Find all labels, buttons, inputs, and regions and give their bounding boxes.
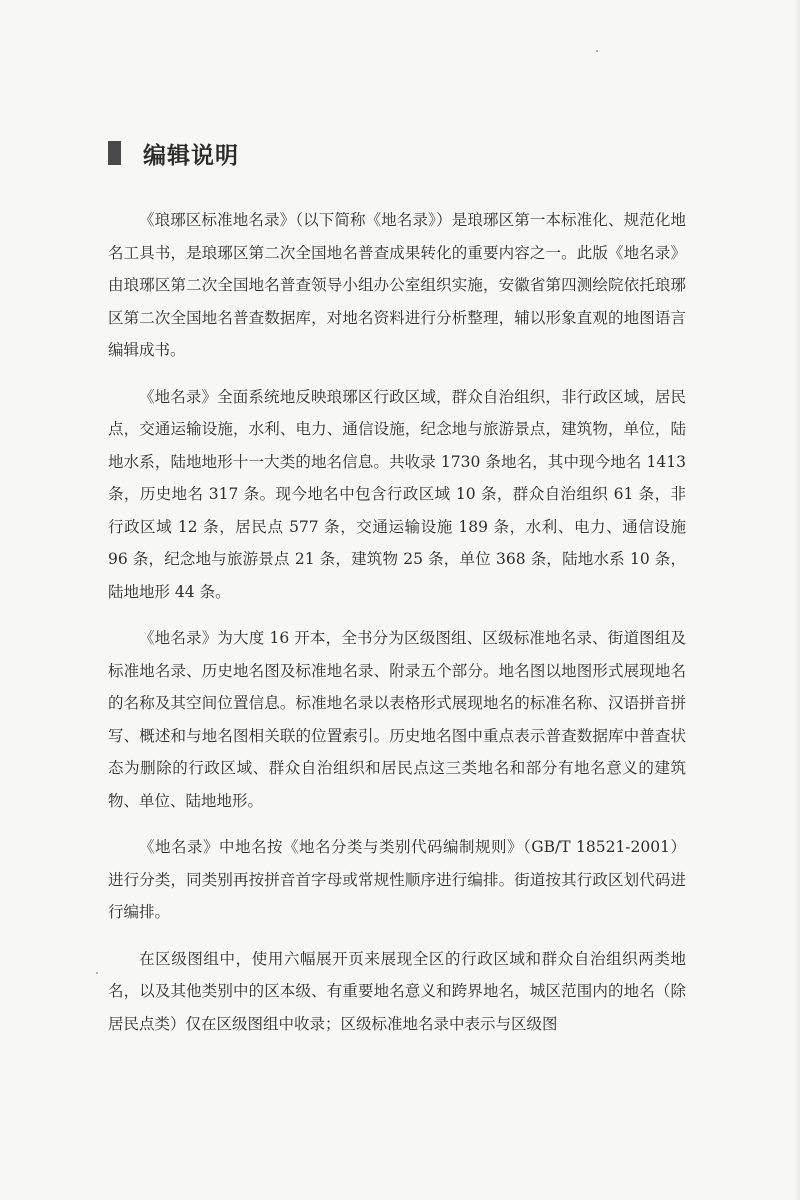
page-edge-shadow <box>794 0 800 1200</box>
scan-speck <box>596 50 598 52</box>
paragraph-district-maps: 在区级图组中，使用六幅展开页来展现全区的行政区域和群众自治组织两类地名，以及其他类别中的区本级、有重要地名意义和跨界地名，城区范围内的地名（除居民点类）仅在区级图组中收录；区级标准地名录中表示与区级图 <box>108 949 686 1033</box>
paragraph-book-structure: 《地名录》为大度 16 开本，全书分为区级图组、区级标准地名录、街道图组及标准地名录、历史地名图及标准地名录、附录五个部分。地名图以地图形式展现地名的名称及其空间位置信息。标准地名录以表格形式展现地名的标准名称、汉语拼音拼写、概述和与地名图相关联的位置索引。历史地名图中重点表示普查数据库中普查状态为删除的行政区域、群众自治组织和居民点这三类地名和部分有地名意义的建筑物、单位、陆地地形。 <box>108 629 686 810</box>
heading-marker-icon <box>108 141 121 165</box>
paragraph-classification: 《地名录》中地名按《地名分类与类别代码编制规则》（GB/T 18521-2001）进行分类，同类别再按拼音首字母或常规性顺序进行编排。街道按其行政区划代码进行编排。 <box>108 838 686 921</box>
paragraph-content-scope: 《地名录》全面系统地反映琅琊区行政区域，群众自治组织，非行政区域，居民点，交通运输设施，水利、电力、通信设施，纪念地与旅游景点，建筑物，单位，陆地水系，陆地地形十一大类的地名信息。共收录 1730 条地名，其中现今地名 1413 条，历史地名 317 条。现今地名中包含行政区域 10 条，群众自治组织 61 条，非行政区域 12 条，居民点 577 条，交通运输设施 189 条，水利、电力、通信设施 96 条，纪念地与旅游景点 21 条，建筑物 25 条，单位 368 条，陆地水系 10 条，陆地地形 44 条。 <box>108 387 686 601</box>
section-title: 编辑说明 <box>143 142 239 169</box>
section-heading <box>108 136 239 170</box>
body-text <box>108 204 686 1054</box>
scan-speck <box>96 972 98 974</box>
paragraph-intro: 《琅琊区标准地名录》（以下简称《地名录》）是琅琊区第一本标准化、规范化地名工具书，是琅琊区第二次全国地名普查成果转化的重要内容之一。此版《地名录》由琅琊区第二次全国地名普查领导小组办公室组织实施，安徽省第四测绘院依托琅琊区第二次全国地名普查数据库，对地名资料进行分析整理，辅以形象直观的地图语言编辑成书。 <box>108 211 686 359</box>
